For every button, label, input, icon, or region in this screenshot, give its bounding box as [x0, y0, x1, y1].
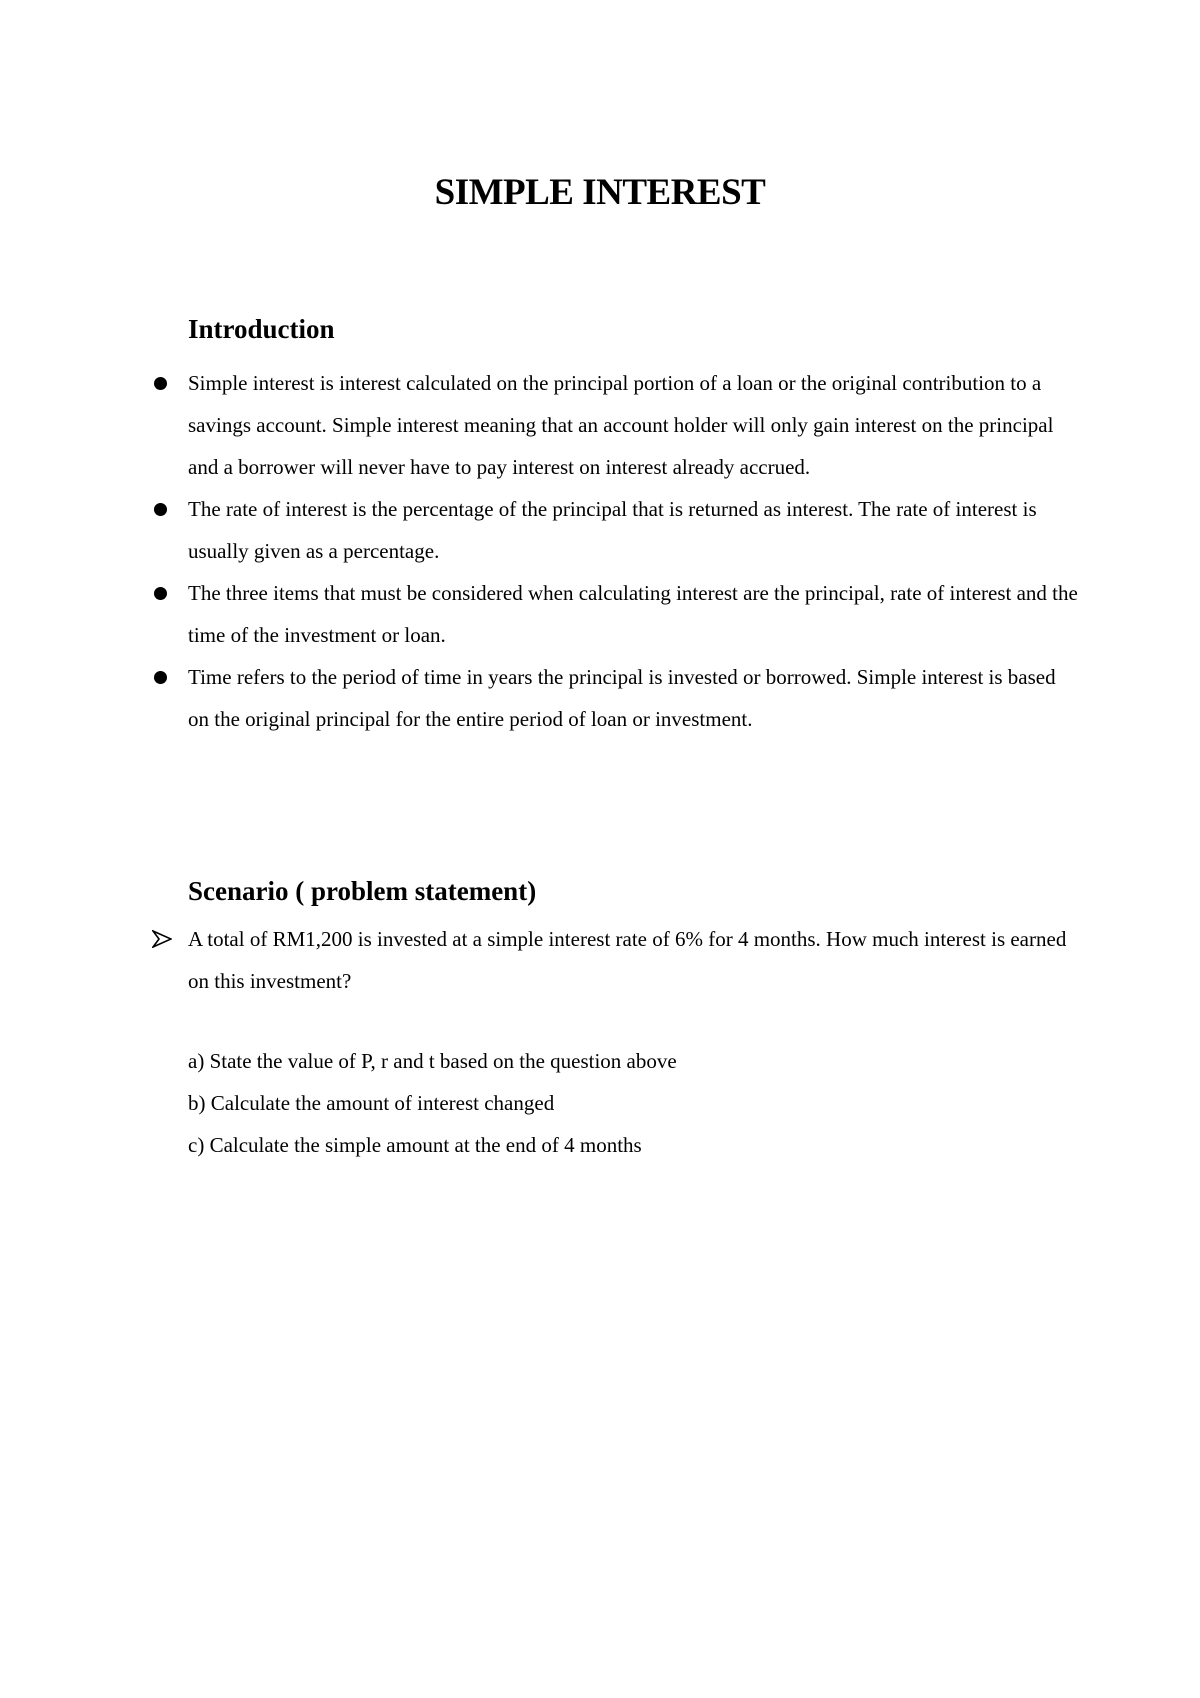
list-item [150, 656, 1080, 740]
question-b: b) Calculate the amount of interest changed [188, 1091, 555, 1115]
list-item [150, 572, 1080, 656]
introduction-heading: Introduction [188, 314, 335, 344]
list-item [150, 918, 1080, 1002]
bullet-text: The rate of interest is the percentage of the principal that is returned as interest. The rate of interest is usually given as a percentage. [188, 497, 1037, 563]
filled-circle-bullet-icon [150, 362, 188, 404]
arrowhead-bullet-icon [150, 918, 188, 960]
question-a: a) State the value of P, r and t based on the question above [188, 1049, 677, 1073]
filled-circle-bullet-icon [150, 572, 188, 614]
introduction-bullet-list [150, 362, 1080, 740]
list-item [150, 362, 1080, 488]
scenario-heading: Scenario ( problem statement) [188, 876, 537, 906]
bullet-text: Time refers to the period of time in years the principal is invested or borrowed. Simple interest is based on the original principal for the entire period of loan or investment. [188, 665, 1056, 731]
question-c: c) Calculate the simple amount at the end of 4 months [188, 1133, 642, 1157]
page-title: SIMPLE INTEREST [434, 172, 766, 213]
bullet-text: Simple interest is interest calculated on the principal portion of a loan or the original contribution to a savings account. Simple interest meaning that an account holder will only gain interest on the principal and a borrower will never have to pay interest on interest already accrued. [188, 371, 1054, 479]
problem-statement-text: A total of RM1,200 is invested at a simple interest rate of 6% for 4 months. How much interest is earned on this investment? [188, 927, 1067, 993]
scenario-list [150, 918, 1080, 1002]
list-item [150, 488, 1080, 572]
filled-circle-bullet-icon [150, 488, 188, 530]
filled-circle-bullet-icon [150, 656, 188, 698]
bullet-text: The three items that must be considered when calculating interest are the principal, rate of interest and the time of the investment or loan. [188, 581, 1078, 647]
question-list [188, 1040, 1088, 1166]
